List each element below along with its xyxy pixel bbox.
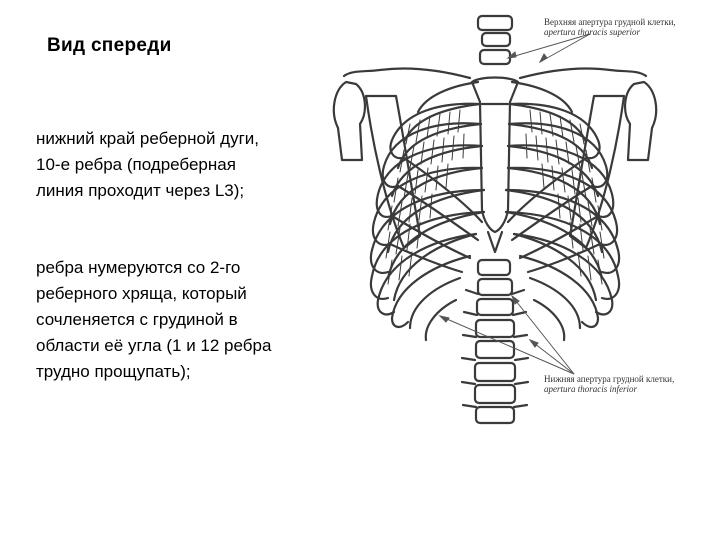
label-inferior-aperture-ru: Нижняя апертура грудной клетки, <box>544 374 675 384</box>
left-clavicle <box>344 68 470 78</box>
slide-title: Вид спереди <box>47 35 172 56</box>
left-ribs <box>371 82 484 340</box>
label-superior-aperture-la: apertura thoracis superior <box>544 27 641 37</box>
label-inferior-aperture-la: apertura thoracis inferior <box>544 384 638 394</box>
left-humerus <box>334 82 365 160</box>
right-clavicle <box>520 68 646 78</box>
label-superior-aperture-ru: Верхняя апертура грудной клетки, <box>544 17 676 27</box>
rib-cage-illustration <box>320 0 720 430</box>
label-inferior-aperture <box>544 374 674 394</box>
paragraph-rib-numbering: ребра нумеруются со 2-го реберного хряща, который сочленяется с грудиной в области её угла (1 и 12 ребра трудно прощупать); <box>36 258 272 381</box>
right-ribs <box>506 82 619 340</box>
right-humerus <box>625 82 656 160</box>
paragraph-lower-costal-margin: нижний край реберной дуги, 10-е ребра (подреберная линия проходит через L3); <box>36 129 260 200</box>
label-superior-aperture <box>544 17 676 37</box>
sternum <box>472 78 518 233</box>
